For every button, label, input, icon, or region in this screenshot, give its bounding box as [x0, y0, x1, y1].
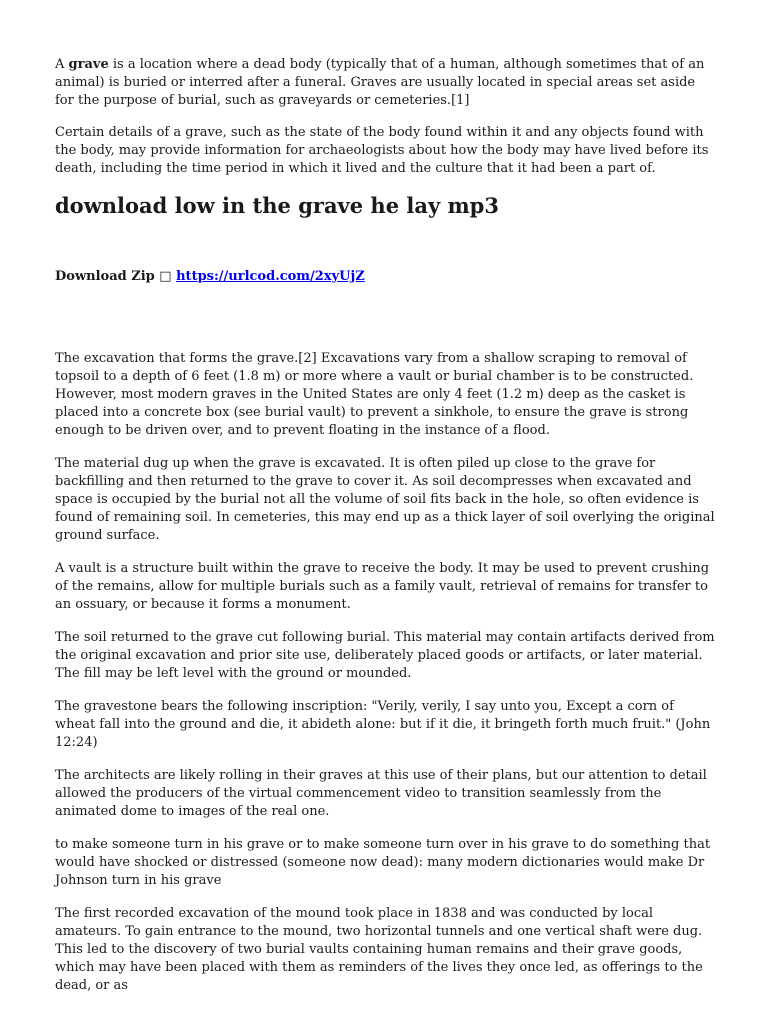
box-glyph-icon: □ — [159, 269, 172, 284]
body-text — [55, 350, 717, 1010]
body-paragraph: The gravestone bears the following inscription: "Verily, verily, I say unto you, Except a corn of wheat fall into the ground and die, it abideth alone: but if it die, it bringeth forth much fruit." (John 12:24) — [55, 699, 711, 750]
body-paragraph: The architects are likely rolling in their graves at this use of their plans, but our attention to detail allowed the producers of the virtual commencement video to transition seamlessly from the animated dome to images of the real one. — [55, 768, 707, 819]
intro-rest: is a location where a dead body (typically that of a human, although sometimes that of an animal) is buried or interred after a funeral. Graves are usually located in special areas set aside for the purpose of burial, such as graveyards or cemeteries.[1] — [55, 57, 705, 108]
body-paragraph: The material dug up when the grave is excavated. It is often piled up close to the grave for backfilling and then returned to the grave to cover it. As soil decompresses when excavated and space is occupied by the burial not all the volume of soil fits back in the hole, so often evidence is found of remaining soil. In cemeteries, this may end up as a thick layer of soil overlying the original ground surface. — [55, 456, 715, 543]
body-paragraph: A vault is a structure built within the grave to receive the body. It may be used to prevent crushing of the remains, allow for multiple burials such as a family vault, retrieval of remains for transfer to an ossuary, or because it forms a monument. — [55, 561, 710, 612]
download-link[interactable]: https://urlcod.com/2xyUjZ — [176, 269, 365, 284]
page-heading: download low in the grave he lay mp3 — [55, 193, 499, 218]
intro-paragraph-2: Certain details of a grave, such as the state of the body found within it and any objects found with the body, may provide information for archaeologists about how the body may have lived before its death, including the time period in which it lived and the culture that it had been a part of. — [55, 125, 709, 176]
body-paragraph: to make someone turn in his grave or to make someone turn over in his grave to do something that would have shocked or distressed (someone now dead): many modern dictionaries would make Dr Johnson turn in his grave — [55, 837, 711, 888]
download-line — [55, 268, 365, 286]
intro-paragraph-1 — [55, 56, 717, 110]
grave-term: grave — [68, 57, 109, 72]
body-paragraph: The first recorded excavation of the mound took place in 1838 and was conducted by local amateurs. To gain entrance to the mound, two horizontal tunnels and one vertical shaft were dug. This led to the discovery of two burial vaults containing human remains and their grave goods, which may have been placed with them as reminders of the lives they once led, as offerings to the dead, or as — [55, 906, 703, 993]
intro-prefix: A — [55, 57, 69, 72]
body-paragraph: The soil returned to the grave cut following burial. This material may contain artifacts derived from the original excavation and prior site use, deliberately placed goods or artifacts, or later material. The fill may be left level with the ground or mounded. — [55, 630, 715, 681]
download-label: Download Zip — [55, 269, 160, 284]
body-paragraph: The excavation that forms the grave.[2] Excavations vary from a shallow scraping to removal of topsoil to a depth of 6 feet (1.8 m) or more where a vault or burial chamber is to be constructed. However, most modern graves in the United States are only 4 feet (1.2 m) deep as the casket is placed into a concrete box (see burial vault) to prevent a sinkhole, to ensure the grave is strong enough to be driven over, and to prevent floating in the instance of a flood. — [55, 351, 694, 438]
